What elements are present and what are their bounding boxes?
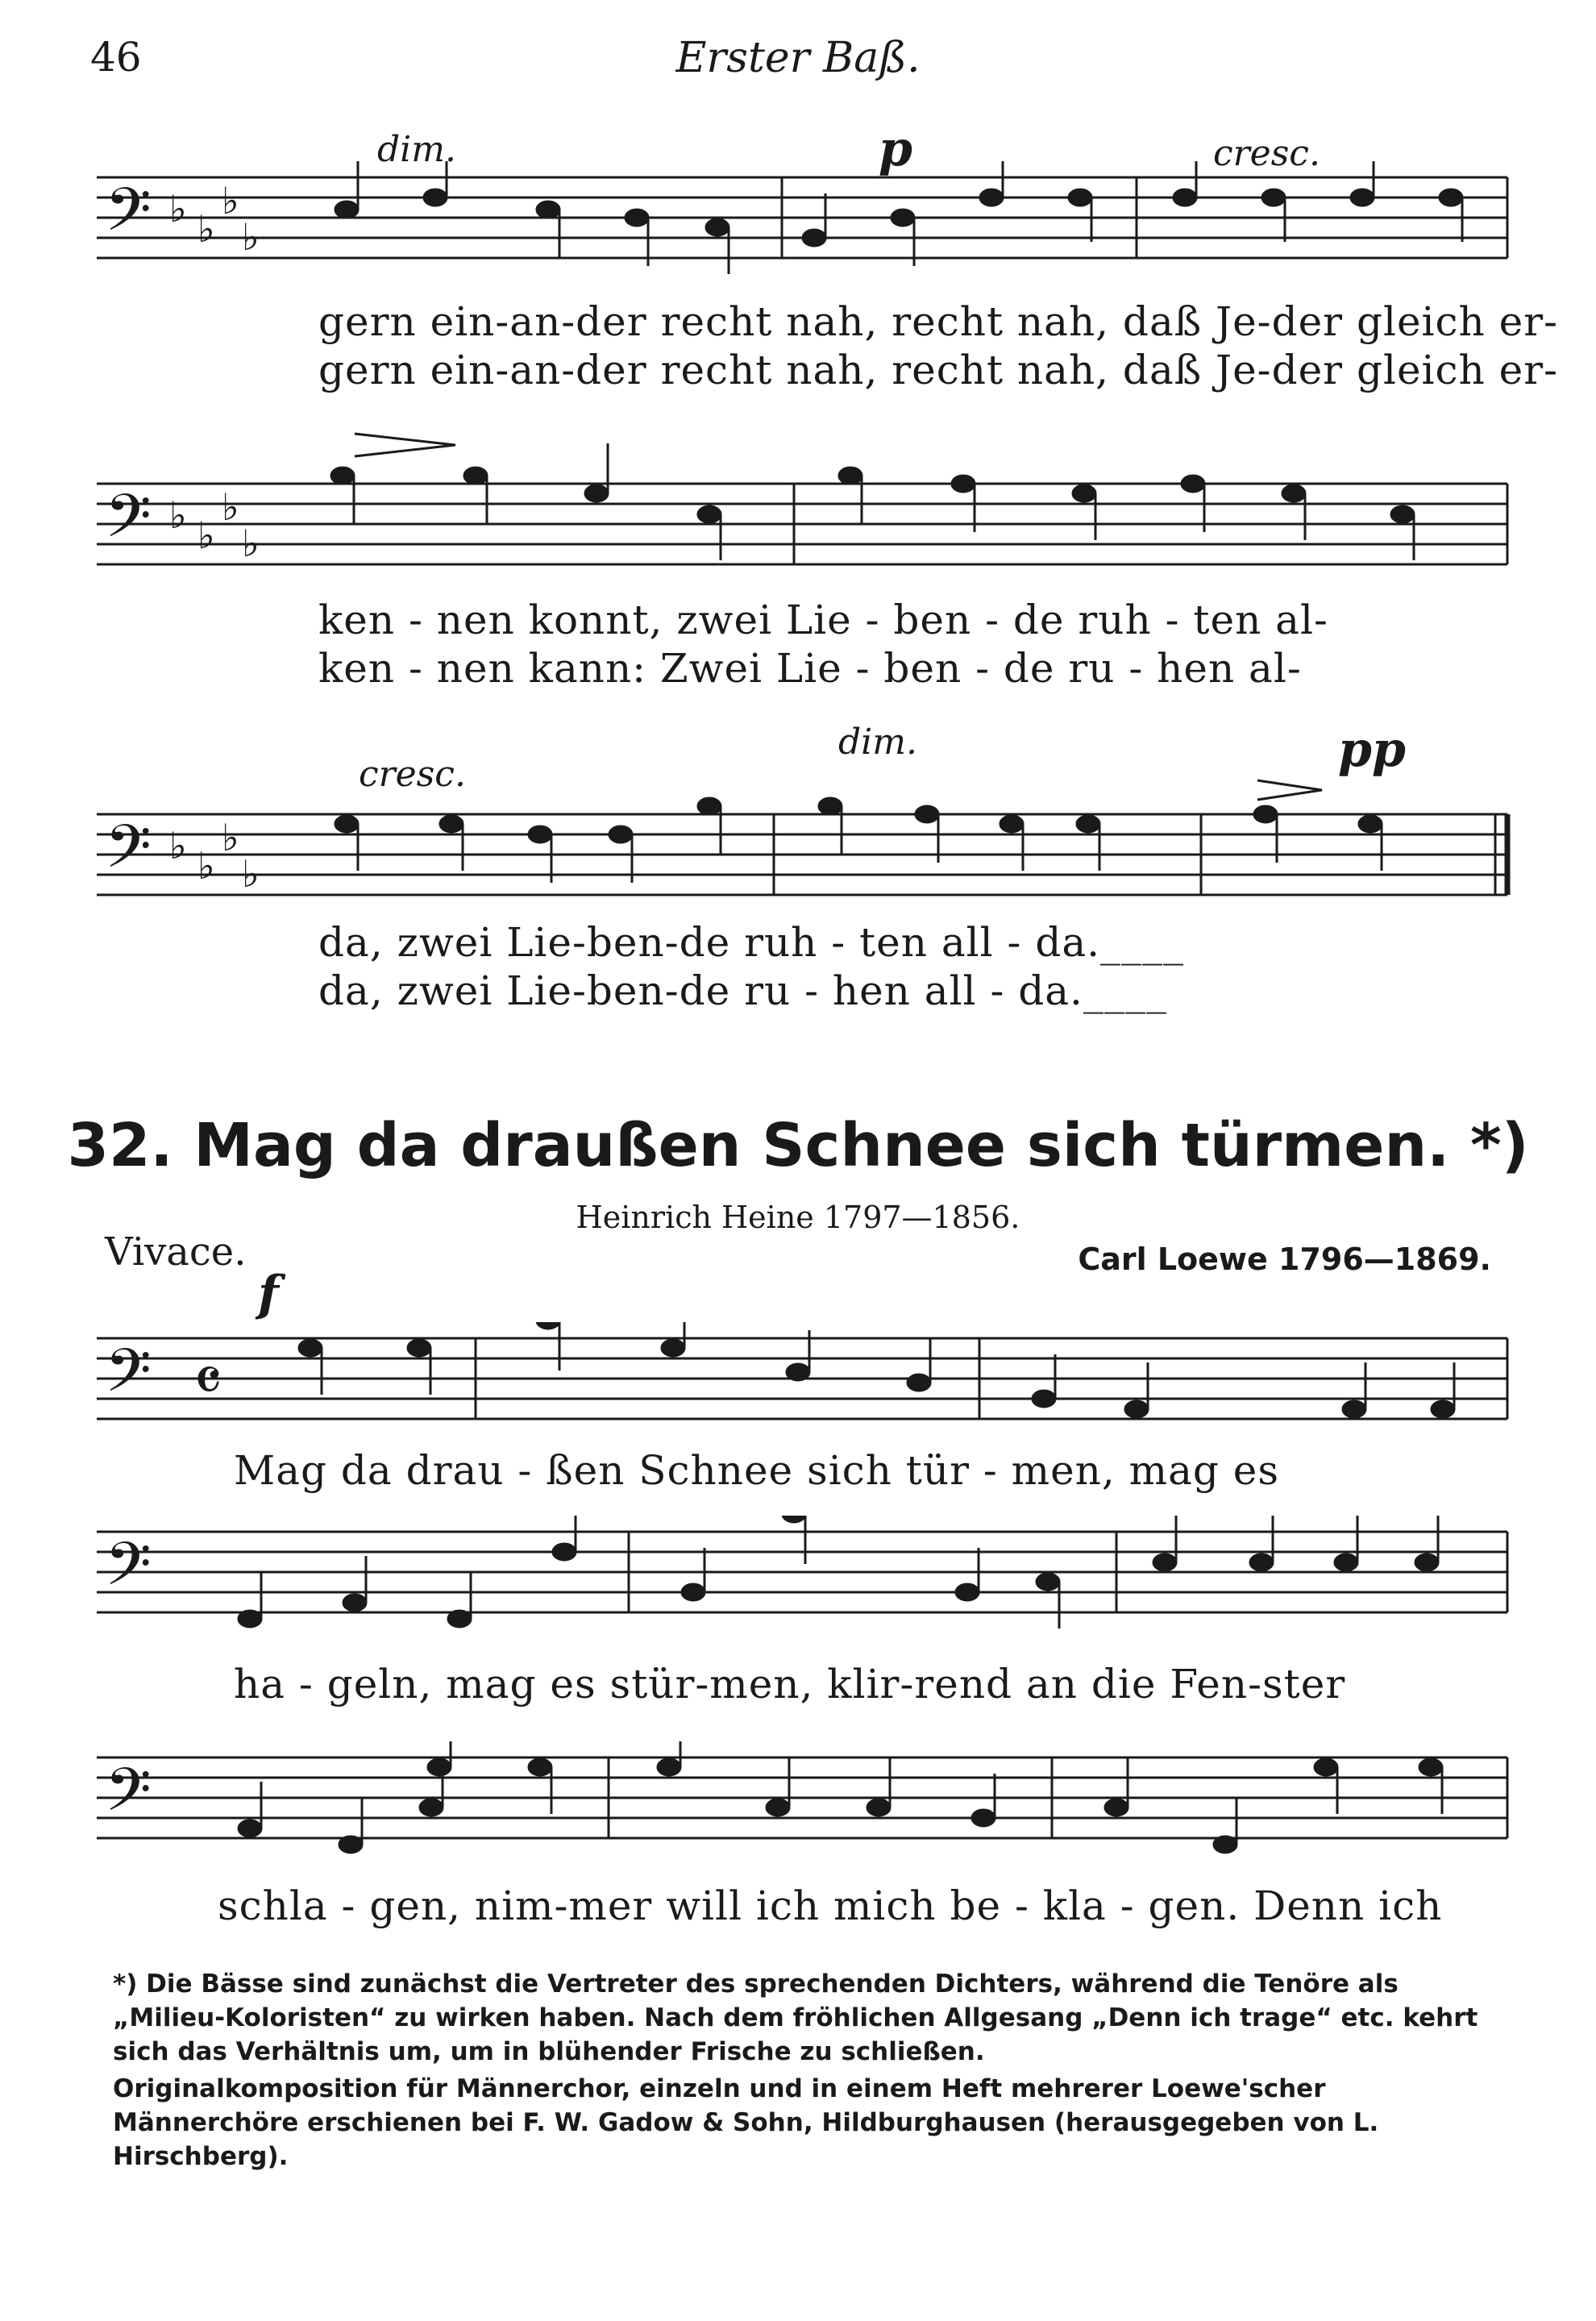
running-title: Erster Baß. [675,34,921,82]
dynamic-pp: pp [1338,722,1406,778]
svg-text:♭: ♭ [169,187,187,231]
bass-clef-icon: 𝄢 [105,812,152,896]
page-number: 46 [90,34,142,81]
lyric-line: da, zwei Lie-ben-de ruh - ten all - da.____ [318,919,1185,966]
svg-text:♭: ♭ [242,852,260,896]
svg-text:♭: ♭ [242,215,260,259]
svg-text:♭: ♭ [169,493,187,537]
dynamic-cresc: cresc. [359,754,466,795]
composer-credit: Carl Loewe 1796—1869. [1078,1242,1491,1277]
bass-clef-icon: 𝄢 [105,481,152,566]
svg-text:♭: ♭ [169,824,187,867]
lyric-line: schla - gen, nim-mer will ich mich be - kla - gen. Denn ich [218,1882,1443,1929]
bass-clef-icon: 𝄢 [105,175,152,260]
poet-credit: Heinrich Heine 1797—1856. [576,1200,1020,1235]
staff-song-system-2 [0,1516,1596,1637]
svg-text:♭: ♭ [197,207,215,251]
lyric-line: ken - nen konnt, zwei Lie - ben - de ruh - ten al- [318,597,1328,643]
dynamic-p: p [879,121,912,177]
staff-system-2 [0,427,1596,589]
svg-text:♭: ♭ [242,522,260,565]
lyric-line: gern ein-an-der recht nah, recht nah, daß Je-der gleich er- [318,298,1559,345]
svg-text:♭: ♭ [222,485,239,529]
dynamic-f: f [258,1266,279,1322]
tempo-marking: Vivace. [105,1229,247,1275]
dynamic-dim: dim. [838,722,917,763]
song-title: 32. Mag da draußen Schnee sich türmen. *) [67,1111,1529,1180]
publication-note: Originalkomposition für Männerchor, einzeln und in einem Heft mehrerer Loewe'scher Männerchöre erschienen bei F. W. Gadow & Sohn, Hildburghausen (herausgegeben von L. Hirschberg). [113,2074,1379,2171]
lyric-line: da, zwei Lie-ben-de ru - hen all - da.____ [318,967,1167,1014]
svg-text:♭: ♭ [222,179,239,223]
bass-clef-icon: 𝄢 [105,1755,152,1840]
footnote: *) Die Bässe sind zunächst die Vertreter des sprechenden Dichters, während die Tenöre als „Milieu-Koloristen“ zu wirken haben. Nach dem fröhlichen Allgesang „Denn ich trage“ etc. kehrt sich das Verhältnis um, um in blühender Frische zu schließen. [113,1970,1478,2066]
lyric-line: ken - nen kann: Zwei Lie - ben - de ru - hen al- [318,645,1302,692]
lyric-line: gern ein-an-der recht nah, recht nah, daß Je-der gleich er- [318,347,1559,393]
staff-system-1 [0,161,1596,282]
svg-text:♭: ♭ [197,514,215,557]
lyric-line: Mag da drau - ßen Schnee sich tür - men, mag es [234,1447,1280,1494]
dynamic-dim: dim. [377,129,456,170]
svg-text:♭: ♭ [197,844,215,888]
bass-clef-icon: 𝄢 [105,1336,152,1420]
svg-text:♭: ♭ [222,816,239,859]
staff-song-system-3 [0,1741,1596,1862]
staff-system-3 [0,774,1596,911]
dynamic-cresc: cresc. [1213,133,1320,174]
lyric-line: ha - geln, mag es stür-men, klir-rend an die Fen-ster [234,1661,1346,1707]
staff-song-system-1 [0,1322,1596,1443]
bass-clef-icon: 𝄢 [105,1529,152,1614]
common-time-icon: 𝄴 [193,1343,222,1418]
